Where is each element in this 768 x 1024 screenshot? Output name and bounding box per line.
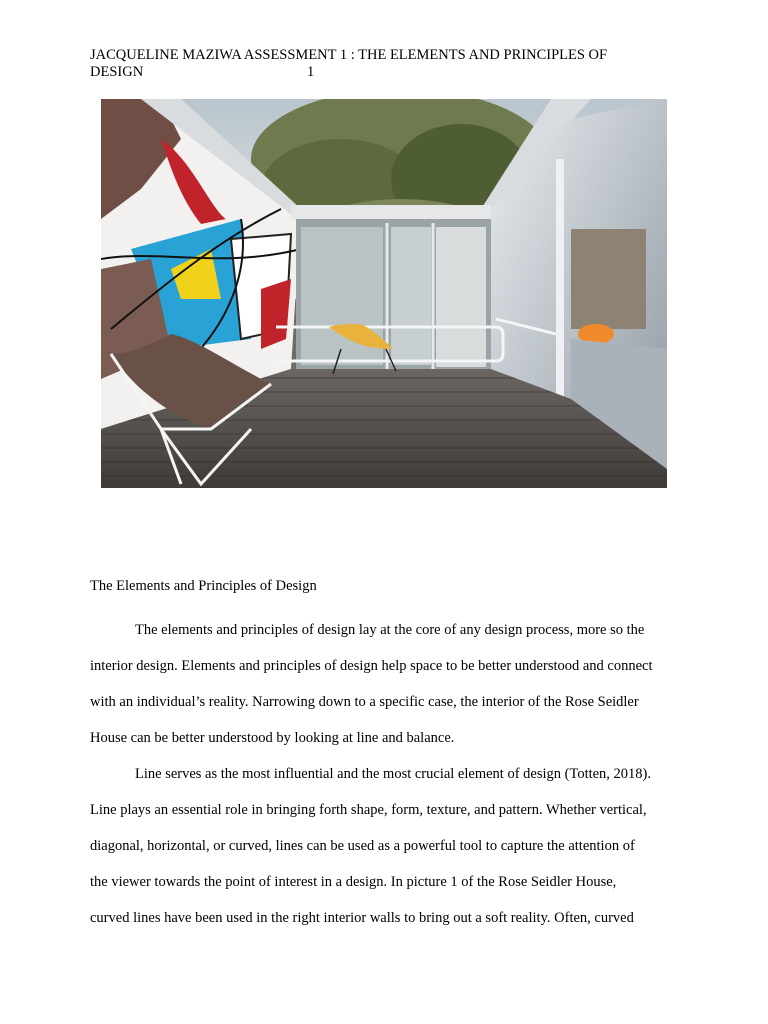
page-header [90,47,690,81]
house-courtyard-photo [101,99,667,488]
header-title-line-1: JACQUELINE MAZIWA ASSESSMENT 1 : THE ELEMENTS AND PRINCIPLES OF [90,47,608,63]
paragraph-line: Line plays an essential role in bringing forth shape, form, texture, and pattern. Whether vertical, [90,802,647,818]
header-title-line-2: DESIGN [90,64,144,80]
page-number: 1 [307,64,315,80]
paragraph-line: diagonal, horizontal, or curved, lines can be used as a powerful tool to capture the attention of [90,838,635,854]
paragraph-line: The elements and principles of design lay at the core of any design process, more so the [135,622,645,638]
paragraph-1 [90,612,678,756]
photo-illustration [101,99,667,488]
body-text [90,612,678,936]
paragraph-line: interior design. Elements and principles of design help space to be better understood and connect [90,658,653,674]
paragraph-line: curved lines have been used in the right interior walls to bring out a soft reality. Often, curved [90,910,634,926]
paragraph-line: the viewer towards the point of interest in a design. In picture 1 of the Rose Seidler House, [90,874,617,890]
paragraph-line: House can be better understood by looking at line and balance. [90,730,455,746]
section-title: The Elements and Principles of Design [90,578,317,594]
paragraph-line: with an individual’s reality. Narrowing down to a specific case, the interior of the Rose Seidler [90,694,639,710]
paragraph-2 [90,756,678,936]
paragraph-line: Line serves as the most influential and the most crucial element of design (Totten, 2018). [135,766,652,782]
